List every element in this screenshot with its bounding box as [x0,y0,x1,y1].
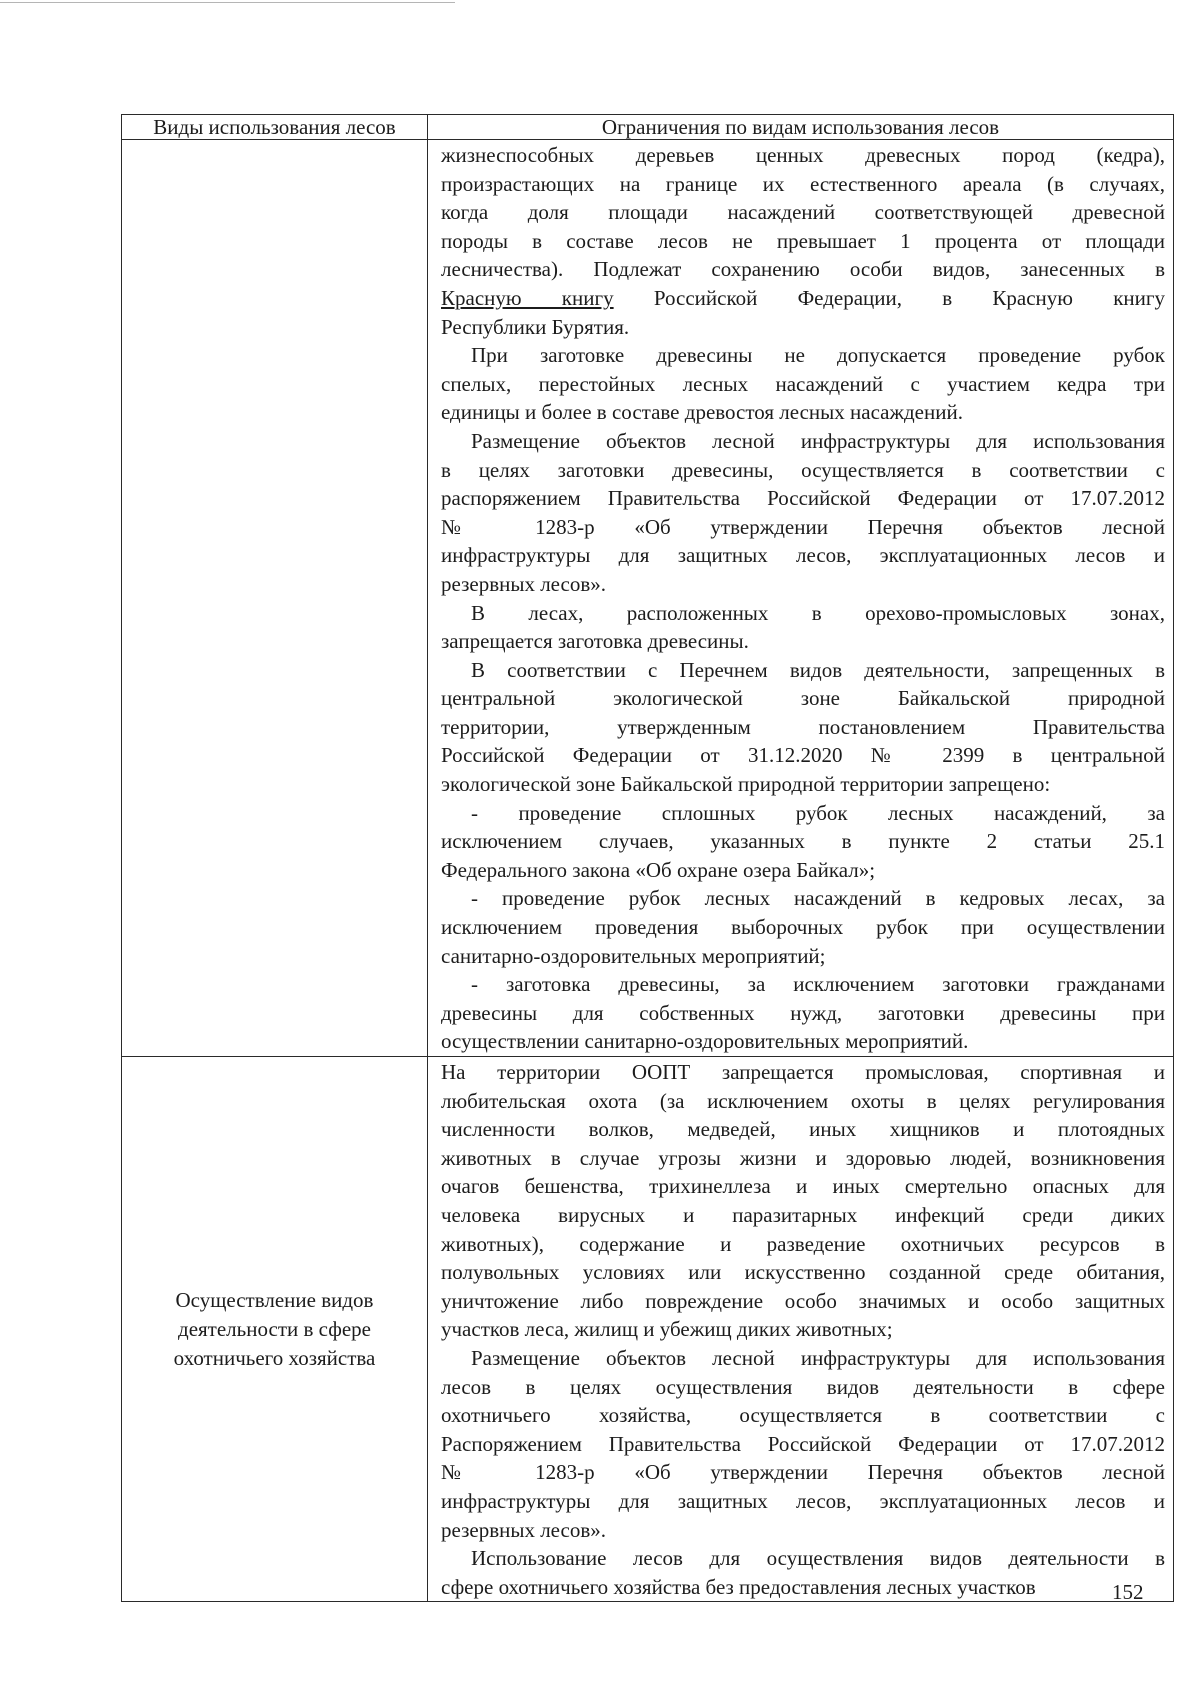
text-line: запрещается заготовка древесины. [441,629,749,654]
row-2-use-type: Осуществление видов деятельности в сфере охотничьего хозяйства [122,1057,428,1602]
text-line: произрастающих на границе их естественного ареала (в случаях, [441,171,1165,196]
text-line: животных), содержание и разведение охотничьих ресурсов в [441,1231,1165,1256]
scan-edge-line [0,2,455,3]
underlined-reference: Красную книгу [441,285,614,310]
table-row [122,1057,1174,1602]
text-line: В лесах, расположенных в орехово-промысловых зонах, [471,600,1165,625]
text-line: породы в составе лесов не превышает 1 процента от площади [441,228,1165,253]
text-line: очагов бешенства, трихинеллеза и иных смертельно опасных для [441,1174,1165,1199]
text-line: - проведение рубок лесных насаждений в кедровых лесах, за [471,886,1165,911]
text-line: любительская охота (за исключением охоты в целях регулирования [441,1088,1165,1113]
text-line: в целях заготовки древесины, осуществляется в соответствии с [441,457,1165,482]
text-line: сфере охотничьего хозяйства без предоставления лесных участков [441,1574,1036,1599]
text-line: Распоряжением Правительства Российской Федерации от 17.07.2012 [441,1431,1165,1456]
text-line: охотничьего хозяйства, осуществляется в соответствии с [441,1403,1165,1428]
page-number: 152 [1112,1580,1144,1604]
text-line: При заготовке древесины не допускается проведение рубок [471,343,1165,368]
text-line: резервных лесов». [441,571,607,596]
text-line: осуществлении санитарно-оздоровительных мероприятий. [441,1029,969,1054]
text-line: жизнеспособных деревьев ценных древесных пород (кедра), [441,143,1165,167]
text-line: Красную книгу Российской Федерации, в Красную книгу [441,285,1165,310]
text-line: Размещение объектов лесной инфраструктуры для использования [471,1345,1165,1370]
text-line: животных в случае угрозы жизни и здоровью людей, возникновения [441,1145,1165,1170]
text-line: экологической зоне Байкальской природной территории запрещено: [441,772,1051,797]
text-line: лесов в целях осуществления видов деятельности в сфере [441,1374,1165,1399]
restrictions-table [121,114,1174,1602]
row-1-use-type [122,140,428,1057]
header-forest-use-types: Виды использования лесов [122,115,428,140]
text-line: № 1283-р «Об утверждении Перечня объектов лесной [441,1460,1165,1485]
text-line: инфраструктуры для защитных лесов, эксплуатационных лесов и [441,1488,1165,1513]
text-line: Использование лесов для осуществления видов деятельности в [471,1546,1165,1571]
text-line: территории, утвержденным постановлением Правительства [441,714,1165,739]
text-line: исключением случаев, указанных в пункте 2 статьи 25.1 [441,829,1165,854]
text-line: Республики Бурятия. [441,314,630,339]
table-header-row [122,115,1174,140]
text-line: резервных лесов». [441,1517,607,1542]
row-1-restrictions [428,140,1174,1057]
text-line: лесничества). Подлежат сохранению особи видов, занесенных в [441,257,1165,282]
text-line: № 1283-р «Об утверждении Перечня объектов лесной [441,514,1165,539]
text-line: инфраструктуры для защитных лесов, эксплуатационных лесов и [441,543,1165,568]
text-line: центральной экологической зоне Байкальской природной [441,686,1165,711]
text-line: На территории ООПТ запрещается промысловая, спортивная и [441,1060,1165,1084]
text-line: численности волков, медведей, иных хищников и плотоядных [441,1117,1165,1142]
text-line: человека вирусных и паразитарных инфекций среди диких [441,1202,1165,1227]
text-line: Размещение объектов лесной инфраструктуры для использования [471,428,1165,453]
table-row [122,140,1174,1057]
text-line: участков леса, жилищ и убежищ диких животных; [441,1317,893,1342]
text-line: древесины для собственных нужд, заготовки древесины при [441,1000,1165,1025]
text-line: - проведение сплошных рубок лесных насаждений, за [471,800,1165,825]
text-line: полувольных условиях или искусственно созданной среде обитания, [441,1260,1165,1285]
text-line: Федерального закона «Об охране озера Байкал»; [441,857,876,882]
text-line: санитарно-оздоровительных мероприятий; [441,943,826,968]
text-line: распоряжением Правительства Российской Федерации от 17.07.2012 [441,486,1165,511]
text-line: Российской Федерации от 31.12.2020 № 2399 в центральной [441,743,1165,768]
row-2-restrictions [428,1057,1174,1602]
text-line: единицы и более в составе древостоя лесных насаждений. [441,400,963,425]
header-restrictions: Ограничения по видам использования лесов [428,115,1174,140]
text-line: В соответствии с Перечнем видов деятельности, запрещенных в [471,657,1165,682]
text-line: когда доля площади насаждений соответствующей древесной [441,200,1165,225]
text-line: - заготовка древесины, за исключением заготовки гражданами [471,972,1165,997]
text-line: уничтожение либо повреждение особо значимых и особо защитных [441,1288,1165,1313]
text-line: спелых, перестойных лесных насаждений с участием кедра три [441,371,1165,396]
text-line: исключением проведения выборочных рубок при осуществлении [441,915,1165,940]
